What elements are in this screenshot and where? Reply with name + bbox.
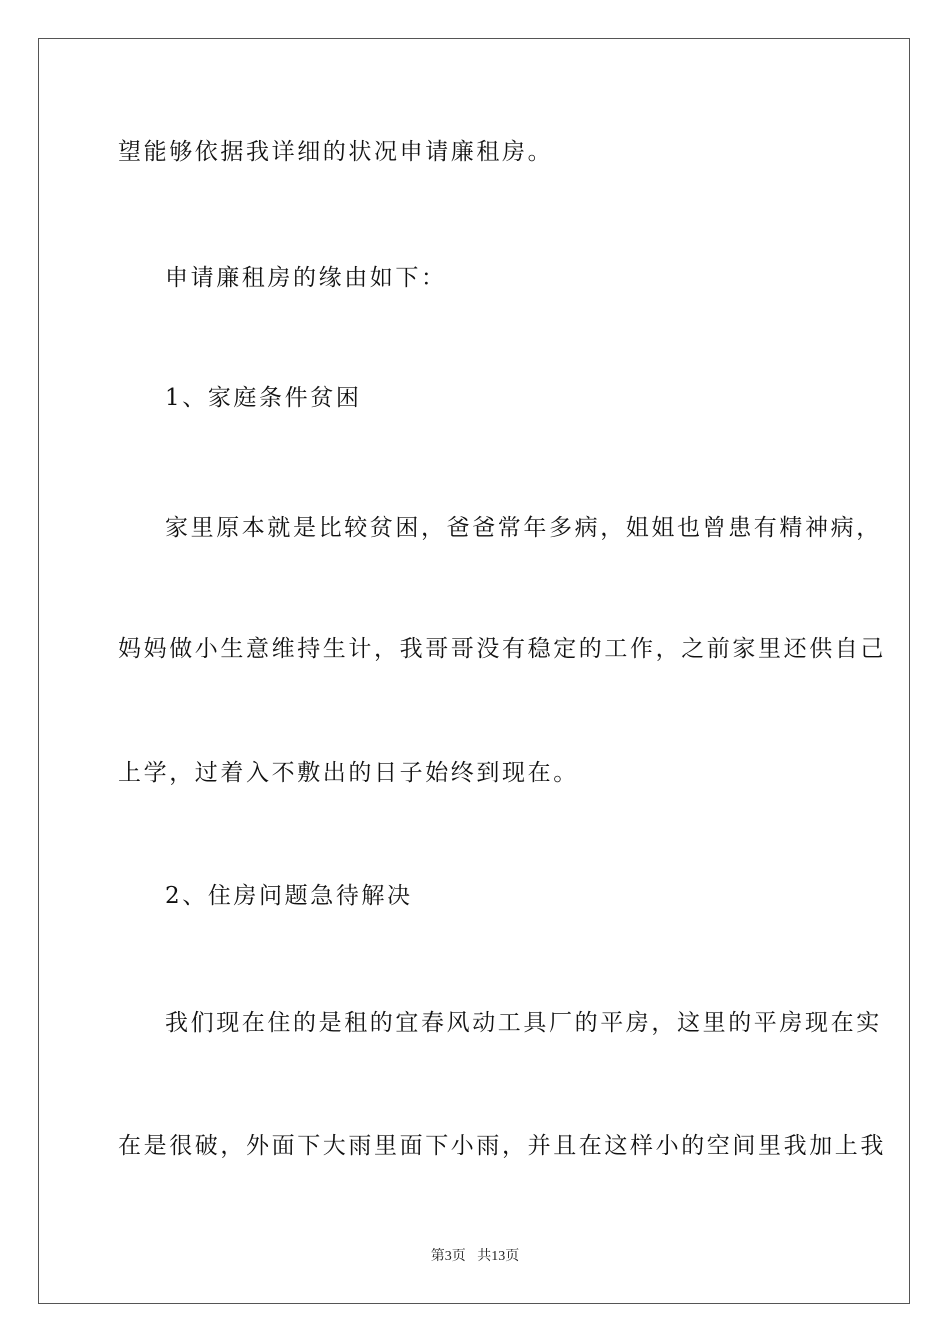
paragraph-line-6: 在是很破，外面下大雨里面下小雨，并且在这样小的空间里我加上我	[118, 1133, 886, 1159]
page-footer	[0, 1245, 950, 1265]
current-page-label: 第3页	[430, 1249, 466, 1264]
paragraph-line-1: 望能够依据我详细的状况申请廉租房。	[118, 139, 554, 165]
paragraph-line-4: 上学，过着入不敷出的日子始终到现在。	[118, 760, 579, 786]
paragraph-line-2: 家里原本就是比较贫困，爸爸常年多病，姐姐也曾患有精神病，	[165, 515, 882, 541]
heading-family-poverty: 1、家庭条件贫困	[165, 385, 362, 411]
page-border	[38, 38, 910, 1304]
heading-housing-problem: 2、住房问题急待解决	[165, 883, 413, 909]
paragraph-line-5: 我们现在住的是租的宜春风动工具厂的平房，这里的平房现在实	[165, 1010, 882, 1036]
paragraph-line-3: 妈妈做小生意维持生计，我哥哥没有稳定的工作，之前家里还供自己	[118, 636, 886, 662]
total-pages-label: 共13页	[477, 1249, 520, 1264]
section-intro: 申请廉租房的缘由如下：	[165, 265, 447, 291]
